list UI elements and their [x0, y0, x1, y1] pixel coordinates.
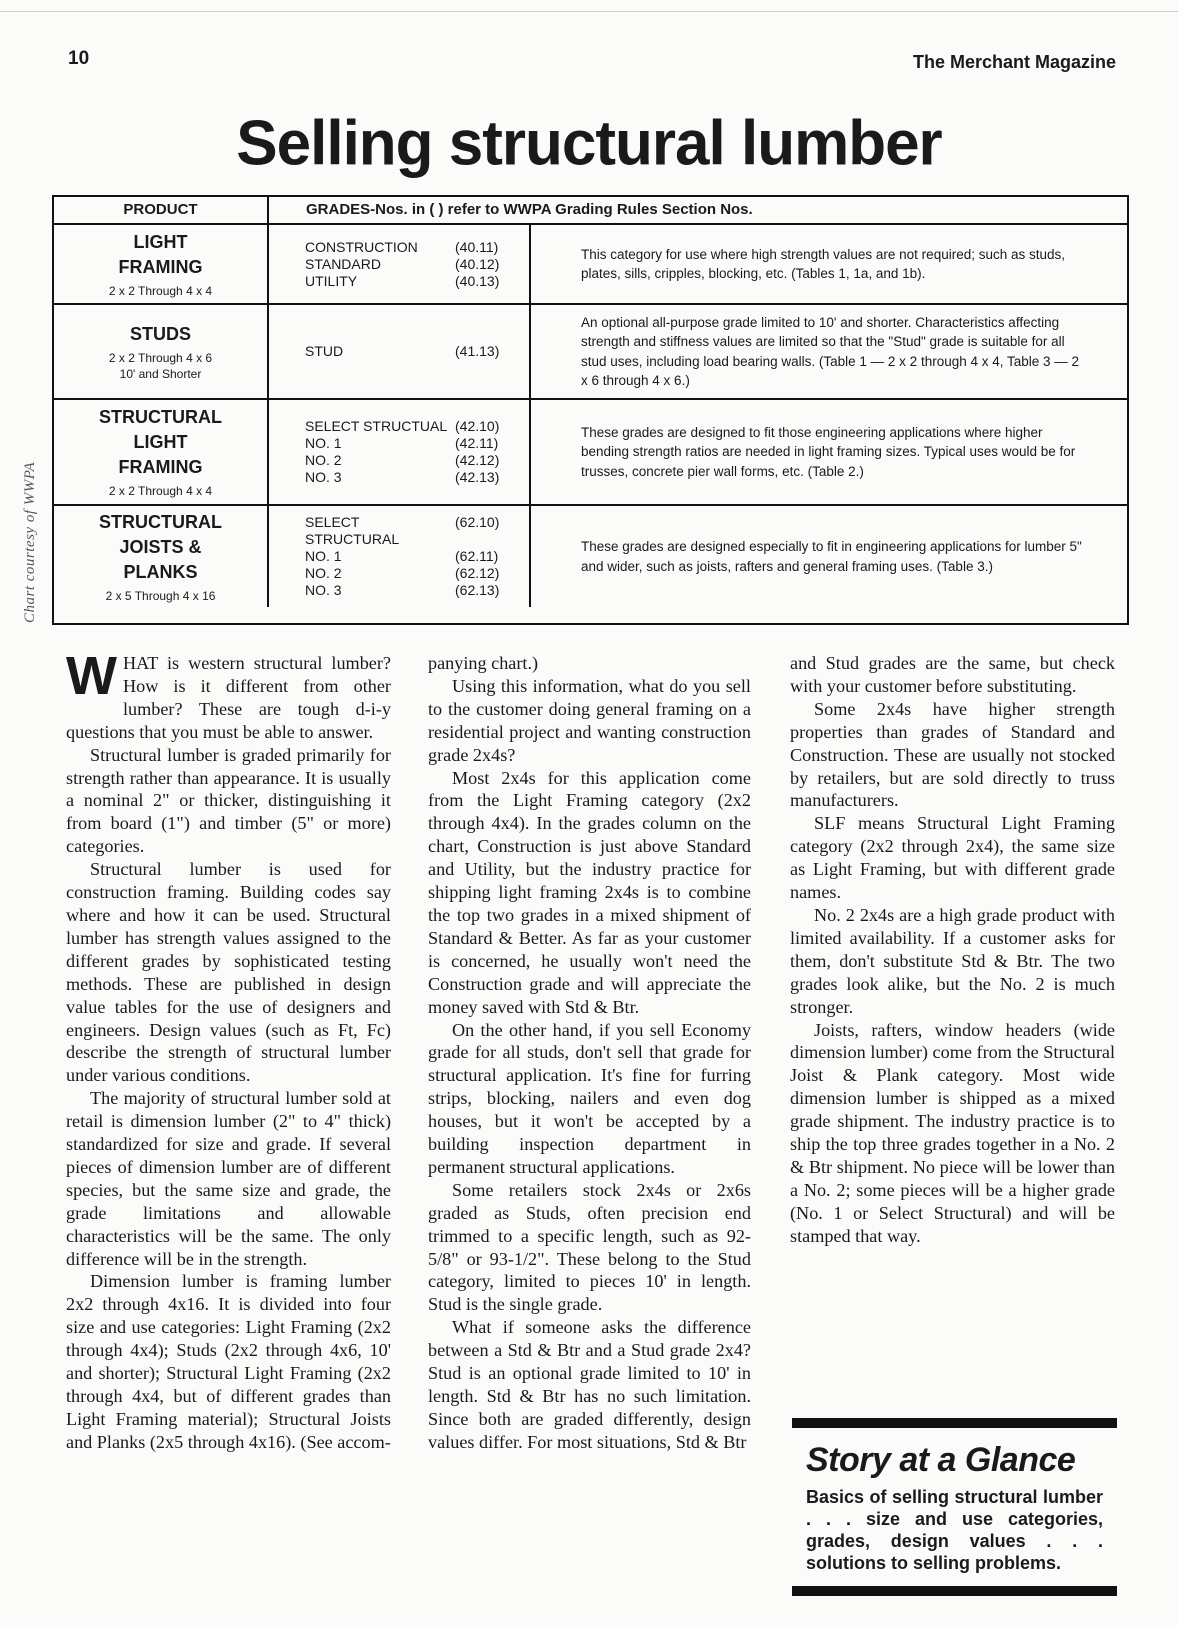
product-cell	[54, 305, 269, 398]
description-cell	[531, 400, 1127, 504]
paragraph: The majority of structural lumber sold at retail is dimension lumber (2" to 4" thick) standardized for size and grade. If several pieces of dimension lumber are of different species, but the same size and grade, the grade limitations and allowable characteristics will be the same. The only difference will be in the strength.	[66, 1088, 391, 1269]
grade-name: UTILITY	[305, 272, 358, 289]
paragraph: WHAT is western structural lumber? How is it different from other lumber? These are tough d-i-y questions that you must be able to answer.	[66, 646, 391, 742]
table-row	[54, 225, 1127, 305]
table-row	[54, 506, 1127, 607]
paragraph: SLF means Structural Light Framing category (2x2 through 2x4), the same size as Light Framing, but with different grade names.	[790, 813, 1115, 903]
grade-line	[305, 239, 529, 256]
paragraph: Using this information, what do you sell to the customer doing general framing on a residential project and wanting construction grade 2x4s?	[428, 675, 751, 765]
product-name: FRAMING	[118, 256, 203, 277]
grade-line	[305, 418, 529, 435]
grade-name: STANDARD	[305, 255, 381, 272]
grade-line	[305, 256, 529, 273]
headline: Selling structural lumber	[236, 108, 942, 179]
product-size: 2 x 2 Through 4 x 6	[108, 350, 213, 365]
paragraph: panying chart.)	[428, 653, 539, 673]
product-name: STUDS	[129, 323, 191, 344]
grade-name: SELECT STRUCTURAL	[305, 514, 400, 547]
product-cell	[54, 225, 269, 303]
product-name: STRUCTURAL	[99, 511, 222, 532]
grade-section-number: (40.11)	[455, 238, 499, 255]
paragraph: Joists, rafters, window headers (wide dimension lumber) come from the Structural Joist & Plank category. Most wide dimension lumber is shipped as a mixed grade shipment. The industry practice is to ship the top three grades together in a No. 2 & Btr shipment. No piece will be lower than a No. 2; some pieces will be a higher grade (No. 1 or Select Structural) and will be stamped that way.	[790, 1019, 1115, 1246]
grade-name: NO. 1	[305, 435, 342, 451]
paragraph: Structural lumber is used for construction framing. Building codes say where and how it can be used. Structural lumber has strength values assigned to the different grades by sophisticated testing methods. These are published in design value tables for the use of designers and engineers. Design values (such as Ft, Fc) describe the strength of structural lumber under various conditions.	[66, 859, 391, 1086]
paragraph: Dimension lumber is framing lumber 2x2 through 4x16. It is divided into four size and use categories: Light Framing (2x2 through 4x4); Studs (2x2 through 4x6, 10' and shorter); Structural Light Framing (2x2 through 4x4, but of different grades than Light Framing material); Structural Joists and Planks (2x5 through 4x16). (See accom-	[66, 1271, 391, 1452]
paragraph: Structural lumber is graded primarily for strength rather than appearance. It is usually a nominal 2" or thicker, distinguishing it from board (1") and timber (5" or more) categories.	[66, 744, 391, 857]
header-product: PRODUCT	[54, 197, 269, 223]
grade-name: NO. 2	[305, 565, 342, 581]
paragraph: Some 2x4s have higher strength properties than grades of Standard and Construction. These are usually not stocked by retailers, but are sold directly to truss manufacturers.	[790, 698, 1115, 811]
description-cell	[531, 305, 1127, 398]
page-top-edge	[0, 0, 1178, 12]
product-name: LIGHT	[133, 432, 188, 452]
grade-line	[305, 514, 529, 548]
grades-table	[52, 195, 1129, 625]
page-number: 10	[68, 48, 90, 69]
product-cell	[54, 400, 269, 504]
grades-cell	[269, 305, 531, 398]
paragraph: Some retailers stock 2x4s or 2x6s graded as Studs, often precision end trimmed to a specific length, such as 92-5/8" or 93-1/2". These belong to the Stud category, limited to pieces 10' in length. Stud is the single grade.	[428, 1179, 751, 1315]
grade-name: CONSTRUCTION	[305, 238, 418, 255]
paragraph: What if someone asks the difference between a Std & Btr and a Stud grade 2x4? Stud is an optional grade limited to 10' in length. Std & Btr has no such limitation. Since both are graded differently, design values differ. For most situations, Std & Btr	[428, 1317, 751, 1452]
grade-section-number: (62.10)	[455, 514, 500, 530]
header-grades: GRADES-Nos. in ( ) refer to WWPA Grading Rules Section Nos.	[306, 201, 753, 218]
table-row	[54, 305, 1127, 400]
grade-name: NO. 1	[305, 548, 342, 564]
product-name: FRAMING	[118, 457, 203, 477]
description-text: These grades are designed to fit those engineering applications where higher bending strength ratios are needed in light framing sizes. Typical uses would be for trusses, concrete pier wall forms, etc. (Table 2.)	[581, 424, 1076, 479]
grade-section-number: (41.13)	[455, 343, 500, 359]
grade-line	[305, 435, 529, 452]
description-cell	[531, 225, 1127, 303]
product-name: JOISTS &	[119, 536, 202, 557]
grade-section-number: (42.13)	[455, 469, 500, 485]
table-header-row	[54, 197, 1127, 225]
product-name: PLANKS	[123, 561, 198, 582]
description-text: An optional all-purpose grade limited to 10' and shorter. Characteristics affecting strength and stiffness values are limited so that the "Stud" grade is suitable for all stud uses, including load bearing walls. (Table 1 — 2 x 2 through 4 x 4, Table 3 — 2 x 6 through 4 x 6.)	[581, 314, 1080, 388]
grade-name: SELECT STRUCTUAL	[305, 418, 448, 434]
grade-name: NO. 2	[305, 452, 342, 468]
table-row	[54, 400, 1127, 506]
paragraph: On the other hand, if you sell Economy grade for all studs, don't sell that grade for structural application. It's fine for furring strips, blocking, nailers and even dog houses, but it won't be accepted by a building inspection department in permanent structural applications.	[428, 1019, 751, 1177]
grade-line	[305, 565, 529, 582]
grade-section-number: (42.12)	[455, 452, 500, 468]
grade-line	[305, 582, 529, 599]
grade-line	[305, 343, 529, 360]
grade-section-number: (62.13)	[455, 582, 500, 598]
grade-section-number: (40.12)	[455, 255, 500, 272]
description-cell	[531, 506, 1127, 607]
glance-summary: Basics of selling structural lumber . . . size and use categories, grades, design values . . . solutions to selling problems.	[806, 1487, 1103, 1573]
paragraph: Most 2x4s for this application come from the Light Framing category (2x2 through 4x4). In the grades column on the chart, Construction is just above Standard and Utility, but the industry practice for shipping light framing 2x4s is to combine the top two grades in a mixed shipment of Standard & Better. As far as your customer is concerned, he usually won't need the Construction grade and will appreciate the money saved with Std & Btr.	[428, 767, 751, 1017]
grade-section-number: (40.13)	[455, 272, 500, 289]
article-column-1	[66, 646, 391, 1454]
product-size: 10' and Shorter	[119, 366, 202, 381]
grades-cell	[269, 400, 531, 504]
grade-section-number: (42.11)	[455, 435, 499, 451]
description-text: This category for use where high strength values are not required; such as studs, plates, sills, cripples, blocking, etc. (Tables 1, 1a, and 1b).	[581, 246, 1066, 281]
product-size: 2 x 2 Through 4 x 4	[108, 484, 213, 498]
grade-line	[305, 452, 529, 469]
grades-cell	[269, 506, 531, 607]
grade-line	[305, 548, 529, 565]
grade-name: NO. 3	[305, 469, 342, 485]
article-column-3	[790, 652, 1115, 1248]
grade-name: NO. 3	[305, 582, 342, 598]
product-cell	[54, 506, 269, 607]
product-size: 2 x 2 Through 4 x 4	[108, 283, 213, 298]
grade-line	[305, 273, 529, 290]
product-size: 2 x 5 Through 4 x 16	[105, 588, 216, 603]
article-column-2	[428, 652, 751, 1454]
grade-section-number: (62.12)	[455, 565, 500, 581]
grade-name: STUD	[305, 343, 344, 359]
grade-section-number: (42.10)	[455, 418, 500, 434]
chart-credit: Chart courtesy of WWPA	[22, 461, 38, 623]
grade-section-number: (62.11)	[455, 548, 499, 564]
story-at-a-glance-box	[792, 1418, 1117, 1596]
description-text: These grades are designed especially to fit in engineering applications for lumber 5" and wider, such as joists, rafters and general framing uses. (Table 3.)	[581, 539, 1082, 574]
paragraph: No. 2 2x4s are a high grade product with limited availability. If a customer asks for them, don't substitute Std & Btr. The two grades look alike, but the No. 2 is much stronger.	[790, 904, 1115, 1017]
paragraph: and Stud grades are the same, but check with your customer before substituting.	[790, 653, 1115, 696]
magazine-name: The Merchant Magazine	[912, 52, 1116, 72]
product-name: LIGHT	[133, 231, 188, 252]
product-name: STRUCTURAL	[99, 407, 222, 427]
grade-line	[305, 469, 529, 486]
grades-cell	[269, 225, 531, 303]
drop-cap: W	[66, 646, 117, 706]
glance-title: Story at a Glance	[806, 1441, 1076, 1479]
